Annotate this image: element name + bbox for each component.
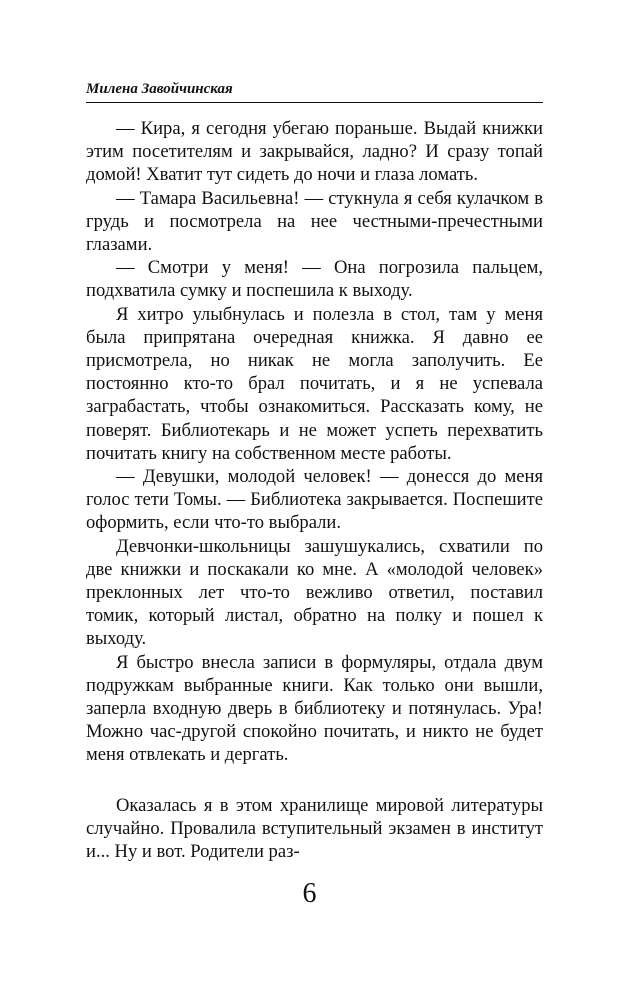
page-number: 6 (302, 878, 317, 909)
paragraph: Девчонки-школьницы зашушукались, схватили по две книжки и поскакали ко мне. А «молодой человек» преклонных лет что-то вежливо ответил, поставил томик, который листал, обратно на полку и пошел к выходу. (86, 535, 543, 650)
paragraph: — Девушки, молодой человек! — донесся до меня голос тети Томы. — Библиотека закрывается. Поспешите оформить, если что-то выбрали. (86, 466, 543, 534)
body-text (86, 117, 543, 863)
paragraph-section-start: Оказалась я в этом хранилище мировой литературы случайно. Провалила вступительный экзамен в институт и... Ну и вот. Родители раз- (86, 794, 543, 863)
header-rule (86, 102, 543, 103)
paragraph: — Кира, я сегодня убегаю пораньше. Выдай книжки этим посетителям и закрывайся, ладно? И сразу топай домой! Хватит тут сидеть до ночи и глаза ломать. (86, 118, 543, 186)
paragraph: — Смотри у меня! — Она погрозила пальцем, подхватила сумку и поспешила к выходу. (86, 257, 543, 302)
paragraph: — Тамара Васильевна! — стукнула я себя кулачком в грудь и посмотрела на нее честными-пречестными глазами. (86, 187, 543, 256)
running-head-author: Милена Завойчинская (86, 81, 233, 97)
paragraph: Я быстро внесла записи в формуляры, отдала двум подружкам выбранные книги. Как только они вышли, заперла входную дверь в библиотеку и потянулась. Ура! Можно час-другой спокойно почитать, и никто не будет меня отвлекать и дергать. (86, 651, 543, 766)
paragraph: Я хитро улыбнулась и полезла в стол, там у меня была припрятана очередная книжка. Я давно ее присмотрела, но никак не могла заполучить. Ее постоянно кто-то брал почитать, и я не успевала заграбастать, чтобы ознакомиться. Рассказать кому, не поверят. Библиотекарь и не может успеть перехватить почитать книгу на собственном месте работы. (86, 303, 543, 464)
